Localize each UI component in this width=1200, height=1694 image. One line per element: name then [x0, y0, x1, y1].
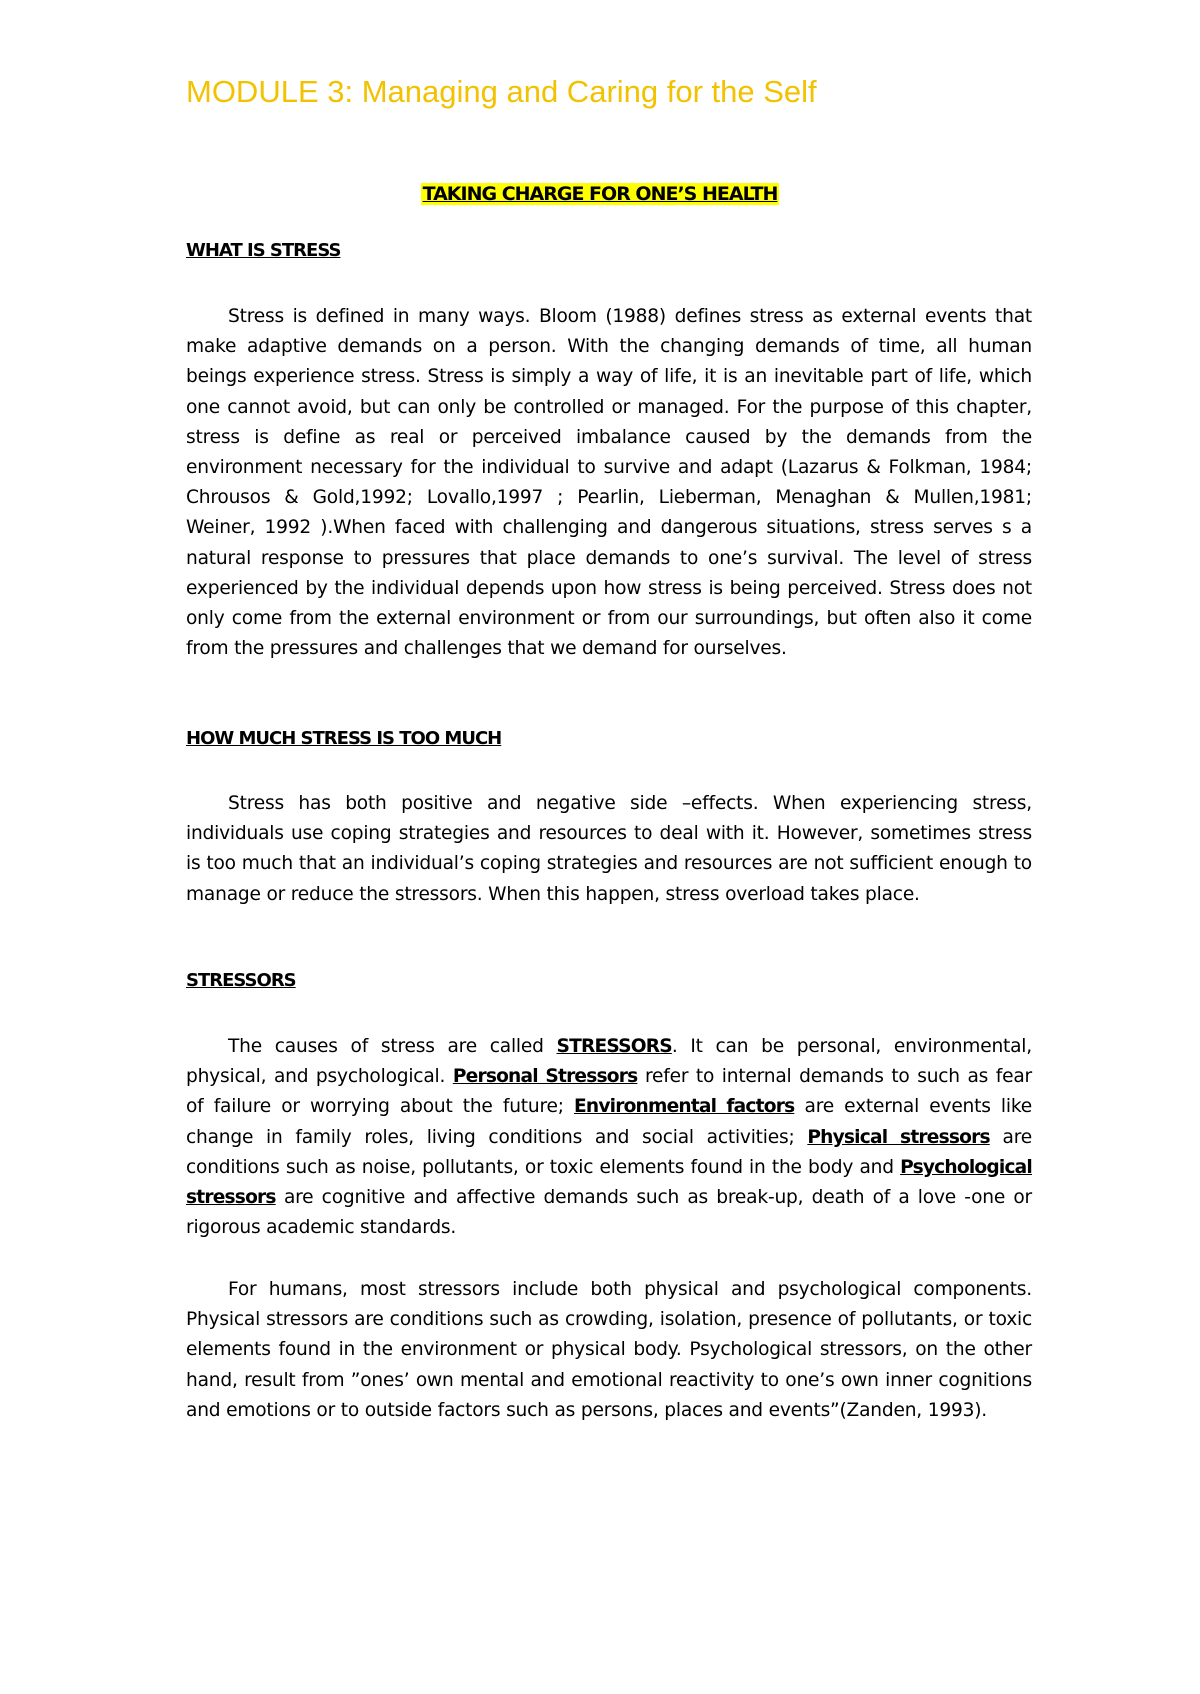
heading-stressors: STRESSORS	[186, 970, 296, 991]
main-title-text: TAKING CHARGE FOR ONE’S HEALTH	[422, 183, 778, 205]
main-title	[0, 180, 1200, 207]
paragraph-stressors-components: For humans, most stressors include both physical and psychological components. Physical stressors are conditions such as crowding, isolation, presence of pollutants, or toxic elements found in the environment or physical body. Psychological stressors, on the other hand, result from ”ones’ own mental and emotional reactivity to one’s own inner cognitions and emotions or to outside factors such as persons, places and events”(Zanden, 1993).	[186, 1279, 1032, 1421]
paragraph-what-is-stress: Stress is defined in many ways. Bloom (1988) defines stress as external events that make adaptive demands on a person. With the changing demands of time, all human beings experience stress. Stress is simply a way of life, it is an inevitable part of life, which one cannot avoid, but can only be controlled or managed. For the purpose of this chapter, stress is define as real or perceived imbalance caused by the demands from the environment necessary for the individual to survive and adapt (Lazarus & Folkman, 1984; Chrousos & Gold,1992; Lovallo,1997 ; Pearlin, Lieberman, Menaghan & Mullen,1981; Weiner, 1992 ).When faced with challenging and dangerous situations, stress serves s a natural response to pressures that place demands to one’s survival. The level of stress experienced by the individual depends upon how stress is being perceived. Stress does not only come from the external environment or from our surroundings, but often also it come from the pressures and challenges that we demand for ourselves.	[186, 306, 1032, 660]
heading-how-much-stress: HOW MUCH STRESS IS TOO MUCH	[186, 728, 502, 749]
module-title: MODULE 3: Managing and Caring for the Self	[186, 74, 817, 109]
term-environmental-factors: Environmental factors	[573, 1096, 795, 1118]
term-personal-stressors: Personal Stressors	[452, 1066, 638, 1088]
paragraph-how-much-stress: Stress has both positive and negative side –effects. When experiencing stress, individuals use coping strategies and resources to deal with it. However, sometimes stress is too much that an individual’s coping strategies and resources are not sufficient enough to manage or reduce the stressors. When this happen, stress overload takes place.	[186, 793, 1032, 905]
term-physical-stressors: Physical stressors	[807, 1126, 990, 1148]
term-psychological-stressors: Psychological stressors	[186, 1156, 1032, 1209]
term-stressors: STRESSORS	[556, 1036, 672, 1057]
paragraph-stressors-causes: The causes of stress are called STRESSORS. It can be personal, environmental, physical, and psychological. Personal Stressors refer to internal demands to such as fear of failure or worrying about the future; Environmental factors are external events like change in family roles, living conditions and social activities; Physical stressors are conditions such as noise, pollutants, or toxic elements found in the body and Psychological stressors are cognitive and affective demands such as break-up, death of a love -one or rigorous academic standards.	[186, 1036, 1032, 1239]
heading-what-is-stress: WHAT IS STRESS	[186, 240, 341, 261]
